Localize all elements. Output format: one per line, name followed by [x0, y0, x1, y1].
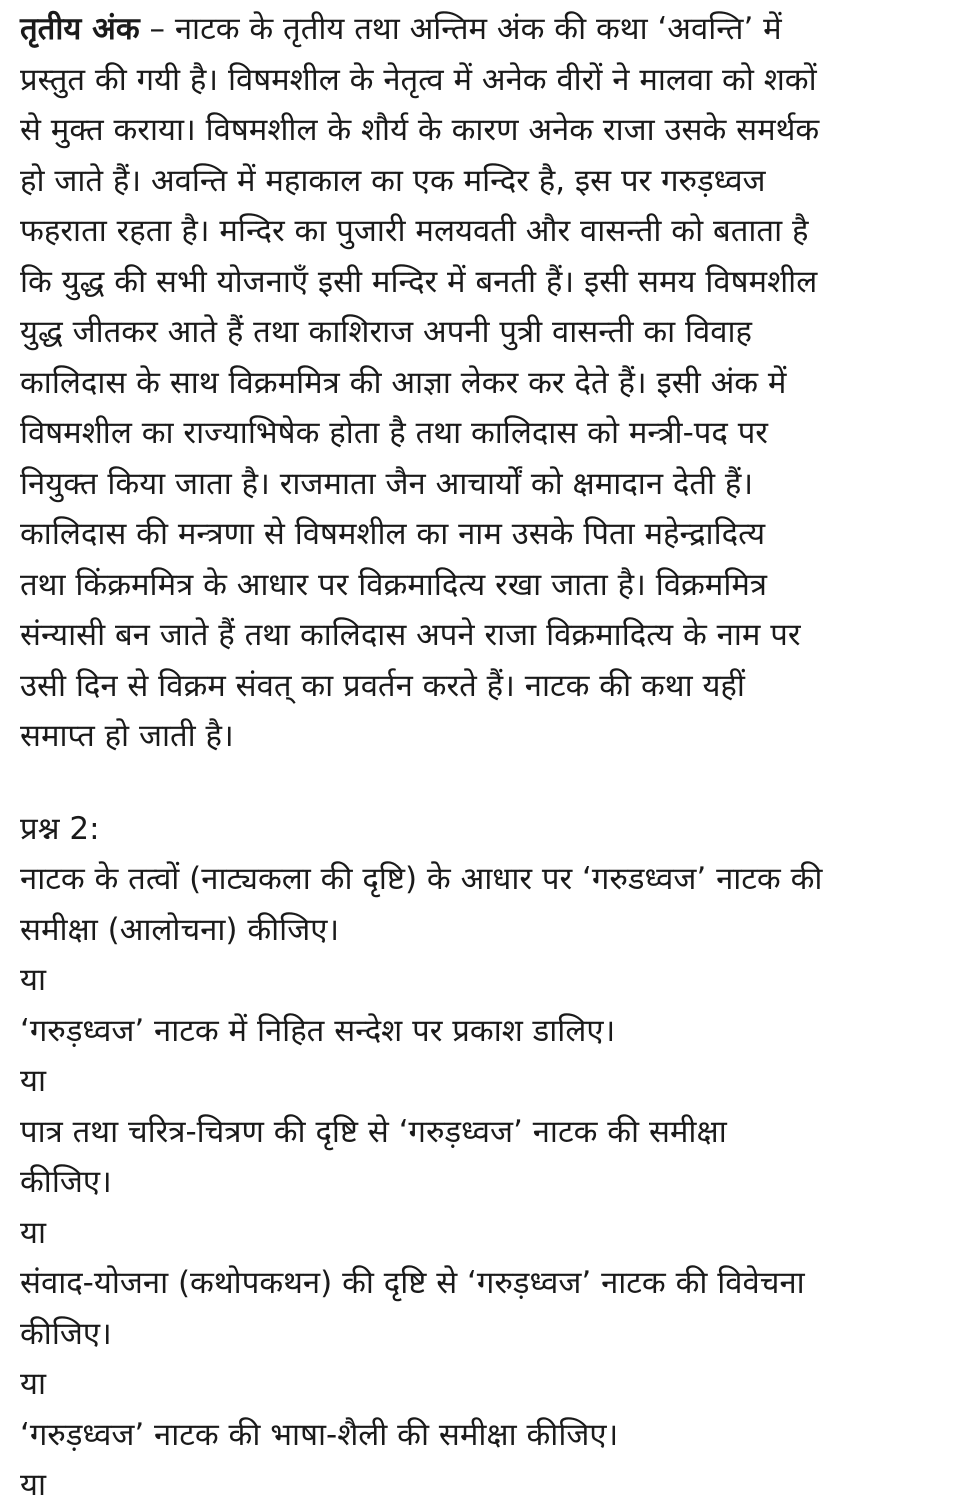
question-line: ‘गरुड़ध्वज’ नाटक में निहित सन्देश पर प्रकाश डालिए। [20, 1012, 616, 1049]
section-spacer [20, 762, 944, 804]
paragraph-line: संन्यासी बन जाते हैं तथा कालिदास अपने राजा विक्रमादित्य के नाम पर [20, 617, 801, 653]
document-page [20, 4, 944, 1511]
question-or: या [20, 1366, 47, 1402]
question-or: या [20, 962, 47, 998]
paragraph-line: प्रस्तुत की गयी है। विषमशील के नेतृत्व में अनेक वीरों ने मालवा को शकों [20, 61, 817, 98]
paragraph-line: से मुक्त कराया। विषमशील के शौर्य के कारण अनेक राजा उसके समर्थक [20, 112, 820, 148]
paragraph-line: कि युद्ध की सभी योजनाएँ इसी मन्दिर में बनती हैं। इसी समय विषमशील [20, 263, 818, 300]
section-first-line [20, 4, 944, 55]
question-line: नाटक के तत्वों (नाट्यकला की दृष्टि) के आधार पर ‘गरुडध्वज’ नाटक की [20, 861, 823, 897]
paragraph-line: समाप्त हो जाती है। [20, 718, 234, 754]
section-paragraph [20, 55, 944, 762]
question-block [20, 804, 944, 1511]
paragraph-line: फहराता रहता है। मन्दिर का पुजारी मलयवती और वासन्ती को बताता है [20, 213, 809, 249]
question-line: समीक्षा (आलोचना) कीजिए। [20, 911, 340, 948]
paragraph-line: तथा किंक्रममित्र के आधार पर विक्रमादित्य रखा जाता है। विक्रममित्र [20, 566, 767, 603]
question-label: प्रश्न 2: [20, 810, 100, 847]
question-line: ‘गरुड़ध्वज’ नाटक की भाषा-शैली की समीक्षा कीजिए। [20, 1416, 619, 1453]
question-line: पात्र तथा चरित्र-चित्रण की दृष्टि से ‘गरुड़ध्वज’ नाटक की समीक्षा [20, 1113, 727, 1150]
question-or: या [20, 1467, 47, 1503]
paragraph-line: उसी दिन से विक्रम संवत् का प्रवर्तन करते हैं। नाटक की कथा यहीं [20, 667, 745, 704]
paragraph-line: नियुक्त किया जाता है। राजमाता जैन आचार्यों को क्षमादान देती हैं। [20, 465, 754, 502]
paragraph-line: युद्ध जीतकर आते हैं तथा काशिराज अपनी पुत्री वासन्ती का विवाह [20, 314, 753, 350]
question-line: कीजिए। [20, 1315, 112, 1352]
question-or: या [20, 1214, 47, 1251]
question-or: या [20, 1063, 47, 1099]
paragraph-line: कालिदास की मन्त्रणा से विषमशील का नाम उसके पिता महेन्द्रादित्य [20, 516, 766, 552]
section-heading: तृतीय अंक [20, 11, 140, 47]
paragraph-line: हो जाते हैं। अवन्ति में महाकाल का एक मन्दिर है, इस पर गरुड़ध्वज [20, 162, 766, 199]
paragraph-line: विषमशील का राज्याभिषेक होता है तथा कालिदास को मन्त्री-पद पर [20, 415, 768, 451]
section-first-line-text: – नाटक के तृतीय तथा अन्तिम अंक की कथा ‘अवन्ति’ में [139, 11, 782, 47]
paragraph-line: कालिदास के साथ विक्रममित्र की आज्ञा लेकर कर देते हैं। इसी अंक में [20, 364, 787, 401]
question-line: कीजिए। [20, 1164, 112, 1200]
question-line: संवाद-योजना (कथोपकथन) की दृष्टि से ‘गरुड़ध्वज’ नाटक की विवेचना [20, 1265, 805, 1301]
